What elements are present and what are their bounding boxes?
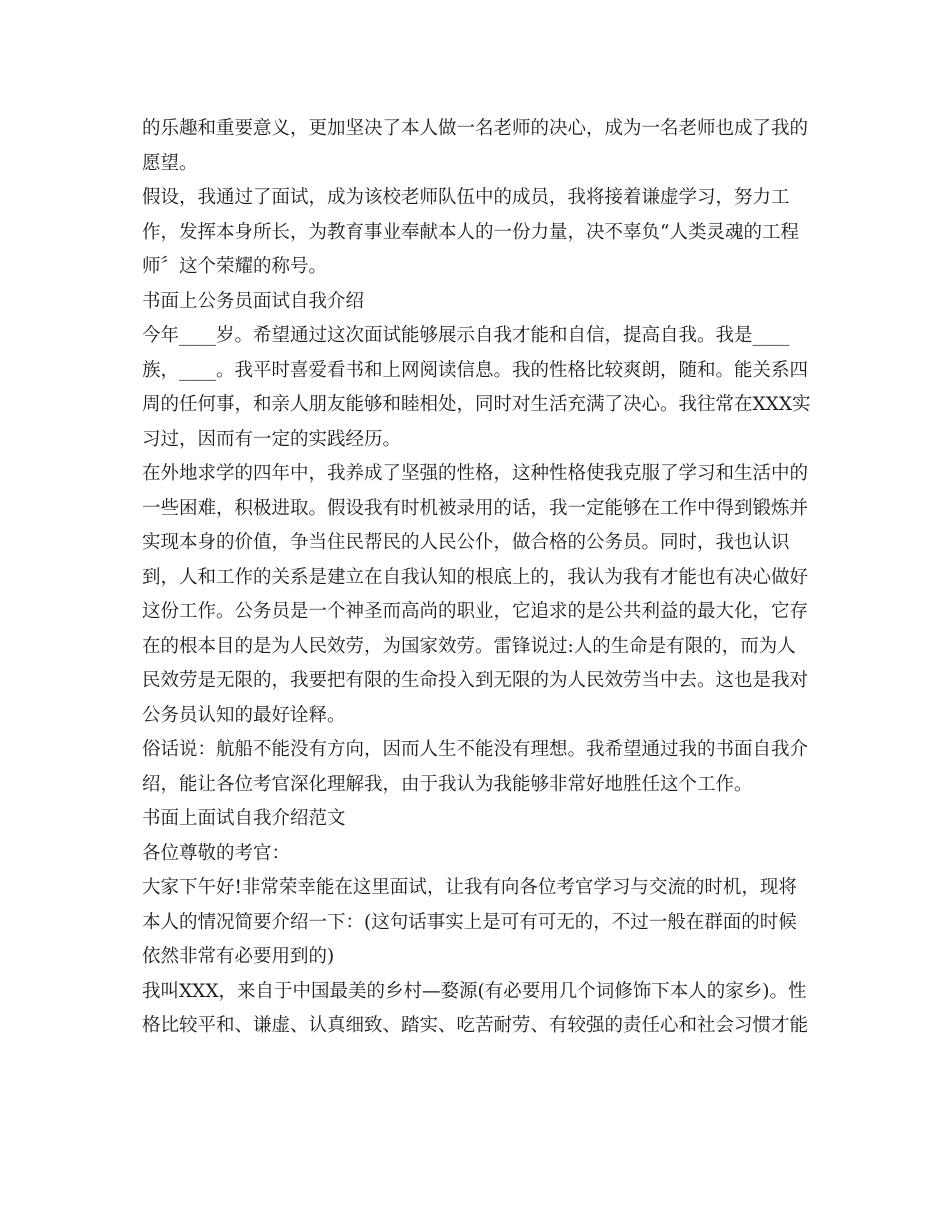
text-line: 族，____。我平时喜爱看书和上网阅读信息。我的性格比较爽朗，随和。能关系四 <box>142 359 809 381</box>
text-line: 今年____岁。希望通过这次面试能够展示自我才能和自信，提高自我。我是____ <box>142 325 790 346</box>
text-line: 本人的情况简要介绍一下：(这句话事实上是可有可无的，不过一般在群面的时候 <box>142 911 797 933</box>
text-line: 愿望。 <box>142 152 198 174</box>
text-line: 作，发挥本身所长，为教育事业奉献本人的一份力量，决不辜负“人类灵魂的工程 <box>142 221 799 243</box>
text-line: 师〞这个荣耀的称号。 <box>142 256 328 277</box>
text-line: 在的根本目的是为人民效劳，为国家效劳。雷锋说过:人的生命是有限的，而为人 <box>142 635 796 657</box>
text-line: 依然非常有必要用到的) <box>142 946 335 967</box>
text-line: 格比较平和、谦虚、认真细致、踏实、吃苦耐劳、有较强的责任心和社会习惯才能 <box>142 1015 809 1036</box>
text-line: 绍，能让各位考官深化理解我，由于我认为我能够非常好地胜任这个工作。 <box>142 773 753 795</box>
text-line: 民效劳是无限的，我要把有限的生命投入到无限的为人民效劳当中去。这也是我对 <box>142 670 809 691</box>
text-line: 周的任何事，和亲人朋友能够和睦相处，同时对生活充满了决心。我往常在XXX实 <box>142 394 811 415</box>
salutation: 各位尊敬的考官： <box>142 842 291 864</box>
section-heading: 书面上面试自我介绍范文 <box>142 808 346 829</box>
text-line: 假设，我通过了面试，成为该校老师队伍中的成员，我将接着谦虚学习，努力工 <box>142 187 790 208</box>
text-line: 这份工作。公务员是一个神圣而高尚的职业，它追求的是公共利益的最大化，它存 <box>142 601 809 622</box>
document-body <box>142 112 812 1044</box>
section-heading: 书面上公务员面试自我介绍 <box>142 290 365 312</box>
text-line: 大家下午好!非常荣幸能在这里面试，让我有向各位考官学习与交流的时机，现将 <box>142 877 797 898</box>
text-line: 在外地求学的四年中，我养成了坚强的性格，这种性格使我克服了学习和生活中的 <box>142 463 809 484</box>
text-line: 俗话说：航船不能没有方向，因而人生不能没有理想。我希望通过我的书面自我介 <box>142 739 809 760</box>
text-line: 我叫XXX，来自于中国最美的乡村—婺源(有必要用几个词修饰下本人的家乡)。性 <box>142 980 807 1002</box>
text-line: 习过，因而有一定的实践经历。 <box>142 428 402 450</box>
text-line: 实现本身的价值，争当住民帮民的人民公仆，做合格的公务员。同时，我也认识 <box>142 532 790 553</box>
text-line: 一些困难，积极进取。假设我有时机被录用的话，我一定能够在工作中得到锻炼并 <box>142 497 809 519</box>
text-line: 公务员认知的最好诠释。 <box>142 704 346 726</box>
text-line: 到，人和工作的关系是建立在自我认知的根底上的，我认为我有才能也有决心做好 <box>142 566 809 588</box>
text-line: 的乐趣和重要意义，更加坚决了本人做一名老师的决心，成为一名老师也成了我的 <box>142 118 809 139</box>
